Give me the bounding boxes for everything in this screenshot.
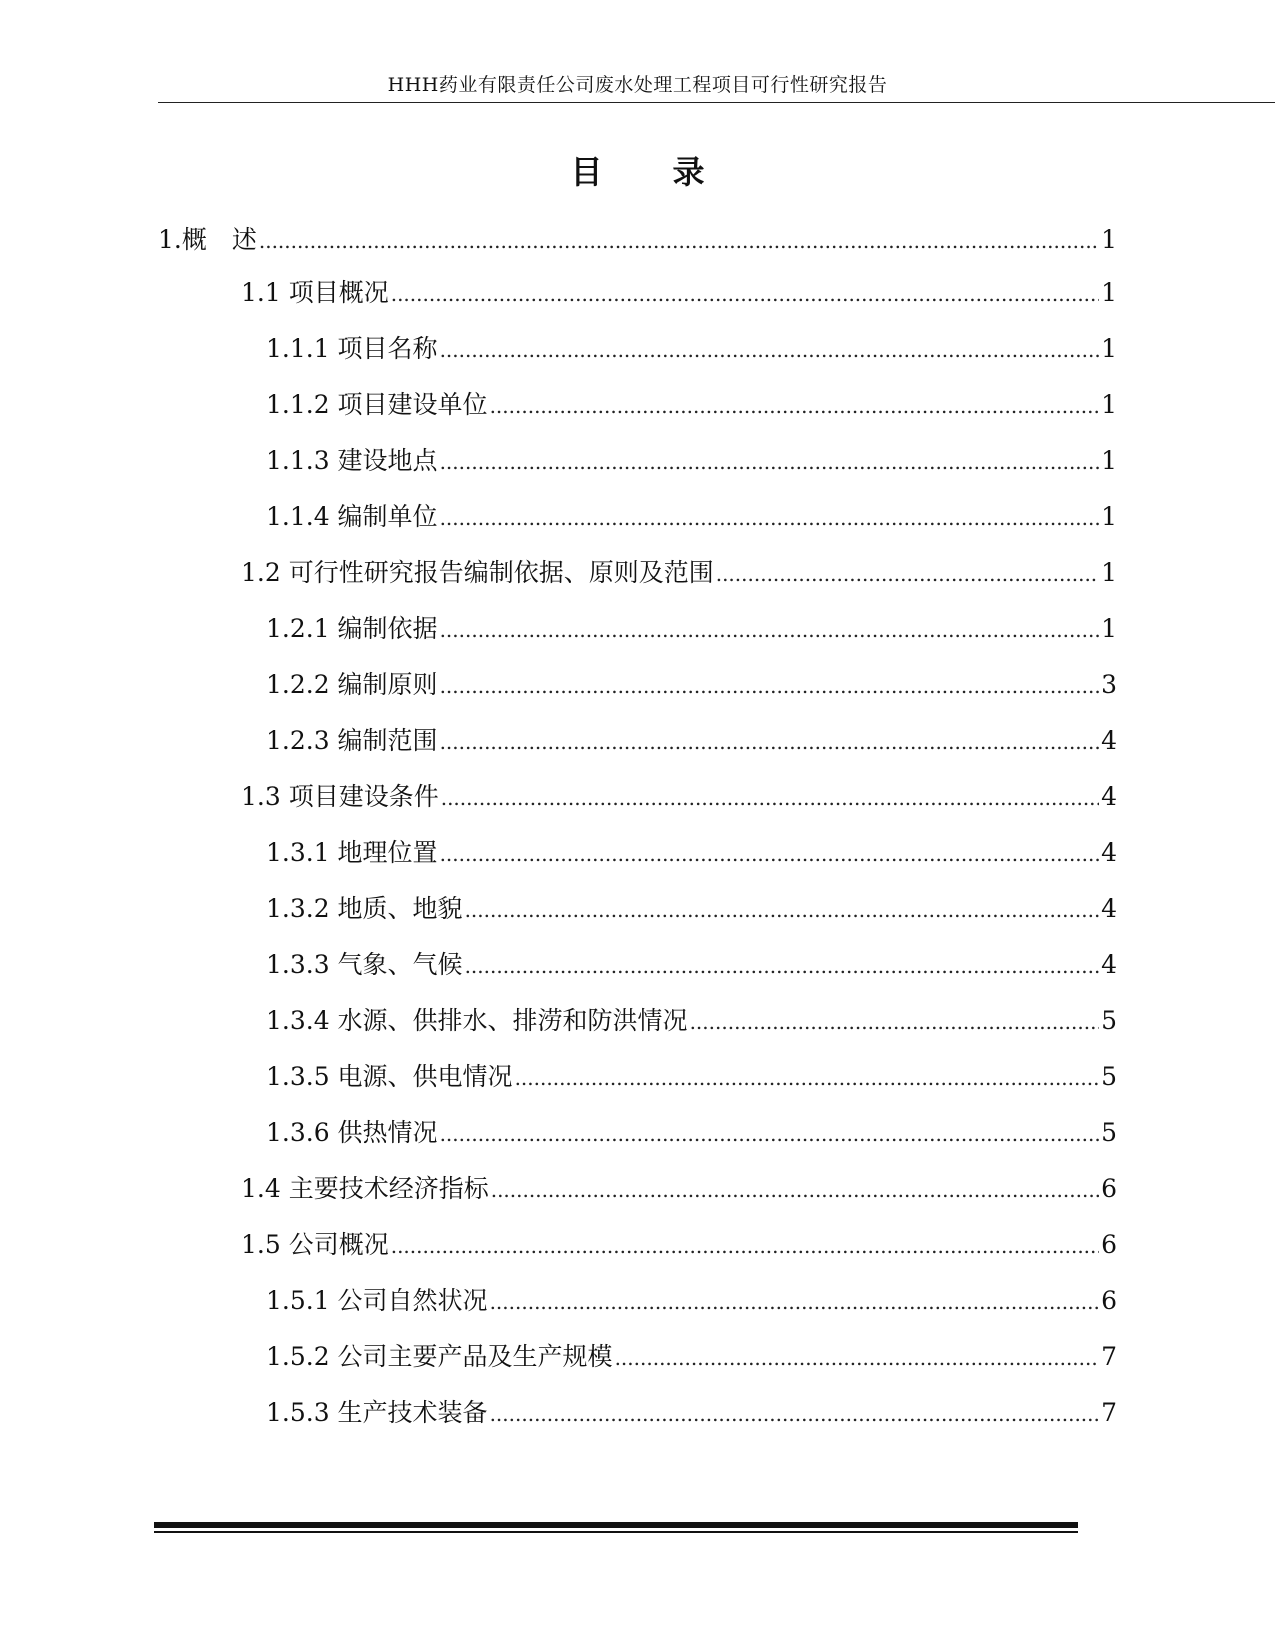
toc-entry[interactable] — [266, 948, 1117, 982]
toc-entry-label: 1.1.3 建设地点 — [266, 446, 438, 475]
toc-dot-leader — [690, 1005, 1100, 1039]
toc-entry-page: 4 — [1101, 894, 1117, 923]
toc-dot-leader — [440, 725, 1100, 759]
toc-entry-page: 5 — [1101, 1118, 1117, 1147]
toc-entry[interactable] — [266, 724, 1117, 758]
toc-entry-label: 1.3.4 水源、供排水、排涝和防洪情况 — [266, 1006, 688, 1035]
toc-dot-leader — [440, 837, 1100, 871]
toc-dot-leader — [440, 1117, 1100, 1151]
toc-entry-page: 4 — [1101, 726, 1117, 755]
toc-entry-label: 1.5.2 公司主要产品及生产规模 — [266, 1342, 613, 1371]
toc-dot-leader — [515, 1061, 1100, 1095]
toc-entry[interactable] — [266, 444, 1117, 478]
toc-dot-leader — [441, 781, 1099, 815]
toc-entry-label: 1.2.3 编制范围 — [266, 726, 438, 755]
toc-entry-page: 6 — [1101, 1230, 1117, 1259]
toc-dot-leader — [440, 669, 1100, 703]
toc-entry-page: 4 — [1101, 950, 1117, 979]
toc-entry[interactable] — [266, 332, 1117, 366]
toc-dot-leader — [391, 1229, 1099, 1263]
toc-entry-page: 3 — [1101, 670, 1117, 699]
toc-entry-page: 1 — [1101, 614, 1117, 643]
toc-entry-label: 1.4 主要技术经济指标 — [241, 1174, 489, 1203]
toc-entry-label: 1.1 项目概况 — [241, 278, 389, 307]
toc-entry-page: 6 — [1101, 1286, 1117, 1315]
toc-dot-leader — [615, 1341, 1100, 1375]
toc-entry-label: 1.1.2 项目建设单位 — [266, 390, 488, 419]
toc-entry-page: 7 — [1101, 1342, 1117, 1371]
footer-rule-thin — [154, 1531, 1078, 1533]
toc-dot-leader — [391, 277, 1099, 311]
toc-entry-label: 1.1.1 项目名称 — [266, 334, 438, 363]
toc-dot-leader — [491, 1173, 1099, 1207]
toc-dot-leader — [440, 501, 1100, 535]
toc-entry-label: 1.3.6 供热情况 — [266, 1118, 438, 1147]
toc-entry-label: 1.3.3 气象、气候 — [266, 950, 463, 979]
toc-entry[interactable] — [266, 668, 1117, 702]
toc-entry[interactable] — [266, 1340, 1117, 1374]
toc-entry-page: 7 — [1101, 1398, 1117, 1427]
toc-dot-leader — [490, 389, 1100, 423]
toc-entry-page: 5 — [1101, 1062, 1117, 1091]
toc-entry-page: 1 — [1101, 225, 1117, 254]
toc-entry[interactable] — [266, 500, 1117, 534]
toc-entry-label: 1.2 可行性研究报告编制依据、原则及范围 — [241, 558, 714, 587]
toc-entry-page: 1 — [1101, 558, 1117, 587]
toc-title: 目录 — [570, 153, 775, 191]
toc-dot-leader — [490, 1397, 1100, 1431]
toc-entry[interactable] — [266, 388, 1117, 422]
toc-entry[interactable] — [266, 1284, 1117, 1318]
toc-entry-page: 5 — [1101, 1006, 1117, 1035]
toc-entry-page: 4 — [1101, 782, 1117, 811]
toc-dot-leader — [440, 613, 1100, 647]
toc-dot-leader — [465, 893, 1100, 927]
toc-dot-leader — [440, 333, 1100, 367]
toc-entry[interactable] — [266, 892, 1117, 926]
toc-entry[interactable] — [266, 1116, 1117, 1150]
running-header: HHH药业有限责任公司废水处理工程项目可行性研究报告 — [387, 74, 888, 96]
toc-entry[interactable] — [266, 1060, 1117, 1094]
toc-entry-label: 1.2.1 编制依据 — [266, 614, 438, 643]
toc-dot-leader — [465, 949, 1100, 983]
toc-entry[interactable] — [266, 1004, 1117, 1038]
toc-entry[interactable] — [241, 1172, 1117, 1206]
toc-entry[interactable] — [266, 612, 1117, 646]
footer-rule-thick — [154, 1522, 1078, 1528]
toc-entry[interactable] — [266, 1396, 1117, 1430]
toc-dot-leader — [490, 1285, 1100, 1319]
toc-entry-label: 1.5.3 生产技术装备 — [266, 1398, 488, 1427]
header-rule — [158, 102, 1275, 103]
toc-entry[interactable] — [266, 836, 1117, 870]
toc-dot-leader — [716, 557, 1099, 591]
toc-entry-label: 1.概 述 — [158, 225, 257, 254]
toc-entry-label: 1.5.1 公司自然状况 — [266, 1286, 488, 1315]
toc-entry[interactable] — [241, 1228, 1117, 1262]
toc-entry-label: 1.1.4 编制单位 — [266, 502, 438, 531]
toc-entry-page: 1 — [1101, 278, 1117, 307]
toc-entry-label: 1.3.5 电源、供电情况 — [266, 1062, 513, 1091]
toc-entry-label: 1.3.2 地质、地貌 — [266, 894, 463, 923]
toc-entry-page: 6 — [1101, 1174, 1117, 1203]
toc-entry-page: 1 — [1101, 334, 1117, 363]
toc-dot-leader — [259, 224, 1099, 258]
toc-entry-page: 1 — [1101, 502, 1117, 531]
toc-entry-label: 1.3.1 地理位置 — [266, 838, 438, 867]
toc-entry-label: 1.5 公司概况 — [241, 1230, 389, 1259]
toc-entry-page: 1 — [1101, 446, 1117, 475]
toc-dot-leader — [440, 445, 1100, 479]
toc-entry-label: 1.2.2 编制原则 — [266, 670, 438, 699]
toc-entry-label: 1.3 项目建设条件 — [241, 782, 439, 811]
toc-entry[interactable] — [158, 223, 1117, 257]
toc-entry[interactable] — [241, 276, 1117, 310]
toc-entry[interactable] — [241, 556, 1117, 590]
toc-entry-page: 4 — [1101, 838, 1117, 867]
toc-entry[interactable] — [241, 780, 1117, 814]
toc-entry-page: 1 — [1101, 390, 1117, 419]
